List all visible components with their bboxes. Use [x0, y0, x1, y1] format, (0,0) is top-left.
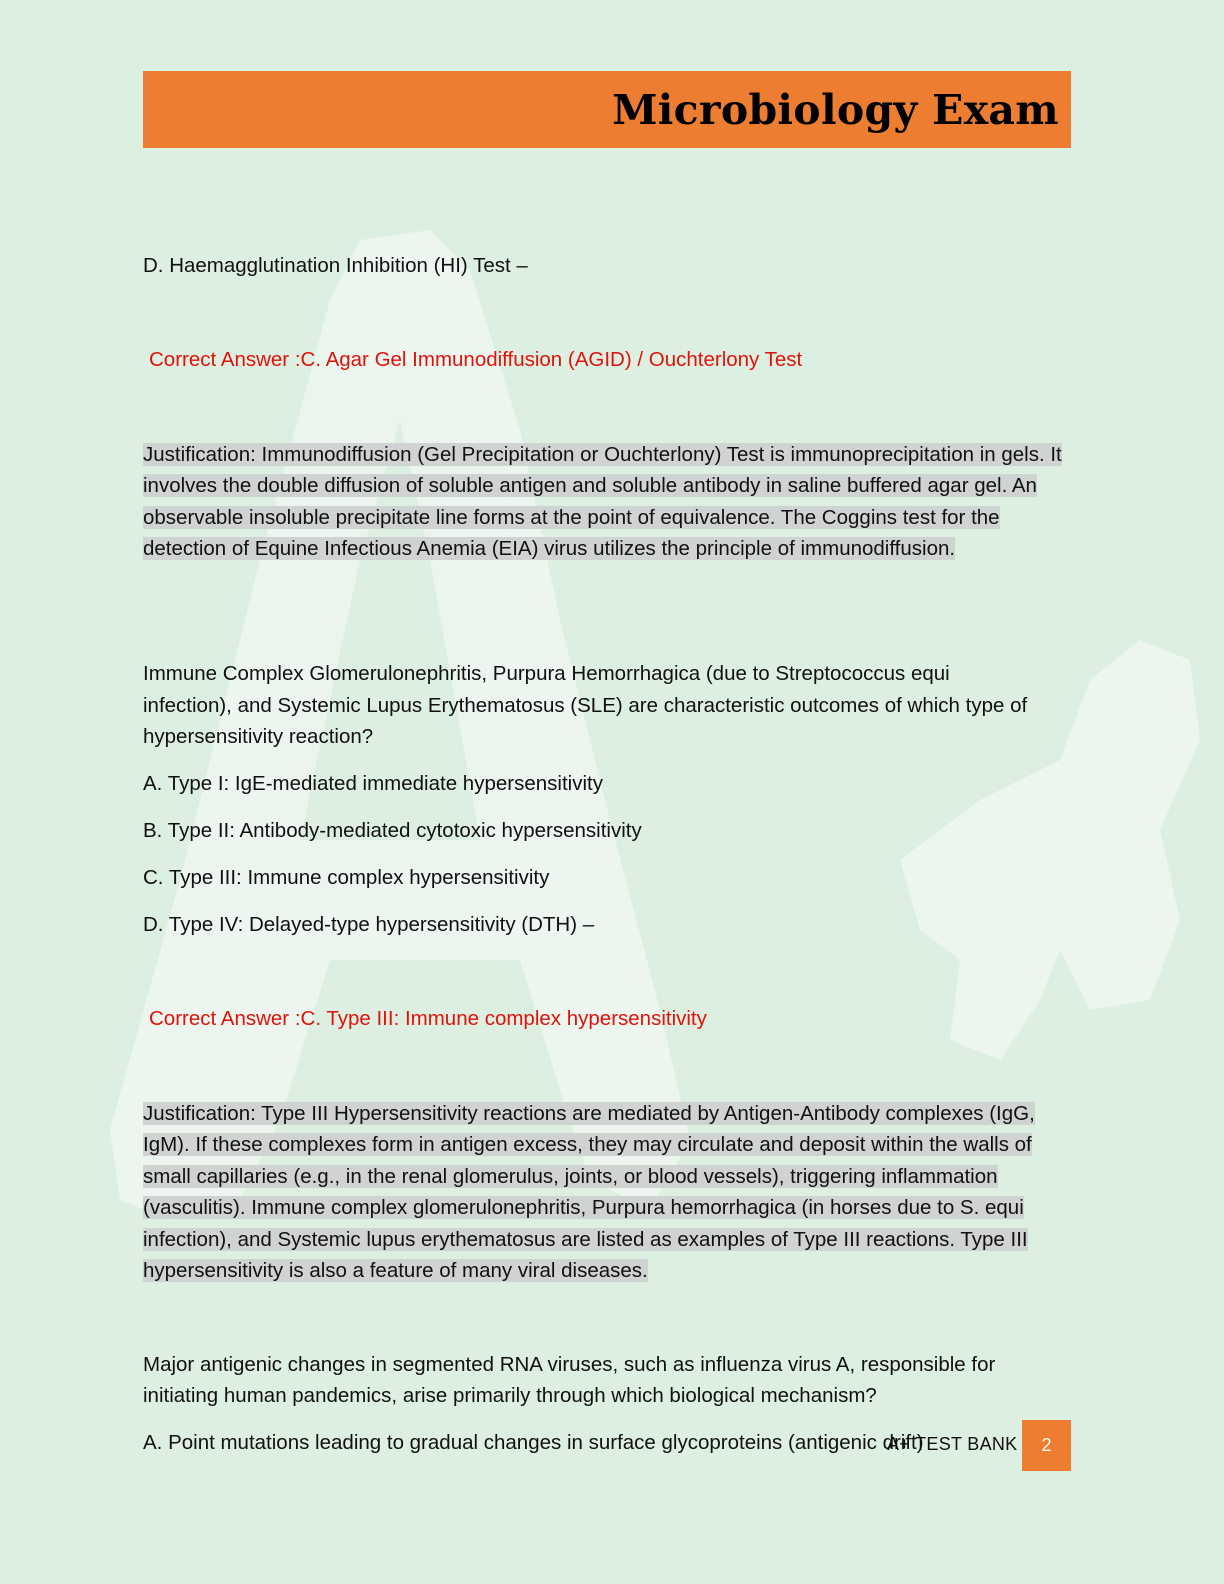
option-d-hi-test: D. Haemagglutination Inhibition (HI) Test – — [143, 254, 528, 277]
question-2-line-2: infection), and Systemic Lupus Erythematosus (SLE) are characteristic outcomes of which type of — [143, 694, 1028, 717]
justification-1 — [143, 439, 1071, 565]
question-2-option-d: D. Type IV: Delayed-type hypersensitivity (DTH) – — [143, 913, 595, 936]
question-2-line-1: Immune Complex Glomerulonephritis, Purpura Hemorrhagica (due to Streptococcus equi — [143, 662, 950, 685]
correct-answer-2: Correct Answer :C. Type III: Immune complex hypersensitivity — [149, 1007, 707, 1030]
question-3-option-a: A. Point mutations leading to gradual changes in surface glycoproteins (antigenic drift) — [143, 1431, 924, 1454]
question-2-option-a: A. Type I: IgE-mediated immediate hypersensitivity — [143, 772, 603, 795]
question-3-line-2: initiating human pandemics, arise primarily through which biological mechanism? — [143, 1384, 877, 1407]
justification-1-text: Justification: Immunodiffusion (Gel Precipitation or Ouchterlony) Test is immunoprecipitation in gels. It involves the double diffusion of soluble antigen and soluble antibody in saline buffered agar gel. An observable insoluble precipitate line forms at the point of equivalence. The Coggins test for the detection of Equine Infectious Anemia (EIA) virus utilizes the principle of immunodiffusion. — [143, 443, 1062, 561]
justification-2-text: Justification: Type III Hypersensitivity reactions are mediated by Antigen-Antibody complexes (IgG, IgM). If these complexes form in antigen excess, they may circulate and deposit within the walls of small capillaries (e.g., in the renal glomerulus, joints, or blood vessels), triggering inflammation (vasculitis). Immune complex glomerulonephritis, Purpura hemorrhagica (in horses due to S. equi infection), and Systemic lupus erythematosus are listed as examples of Type III reactions. Type III hypersensitivity is also a feature of many viral diseases. — [143, 1102, 1035, 1283]
page-number: 2 — [1041, 1435, 1052, 1455]
question-2-line-3: hypersensitivity reaction? — [143, 725, 374, 748]
correct-answer-1: Correct Answer :C. Agar Gel Immunodiffusion (AGID) / Ouchterlony Test — [149, 348, 803, 371]
header-banner — [143, 71, 1071, 148]
footer-label: A+ TEST BANK — [887, 1434, 1018, 1454]
page-title: Microbiology Exam — [612, 85, 1059, 134]
question-2-option-b: B. Type II: Antibody-mediated cytotoxic hypersensitivity — [143, 819, 642, 842]
page-number-badge — [1022, 1420, 1071, 1471]
question-3-line-1: Major antigenic changes in segmented RNA viruses, such as influenza virus A, responsible for — [143, 1353, 996, 1376]
justification-2 — [143, 1098, 1071, 1286]
question-2-option-c: C. Type III: Immune complex hypersensitivity — [143, 866, 550, 889]
